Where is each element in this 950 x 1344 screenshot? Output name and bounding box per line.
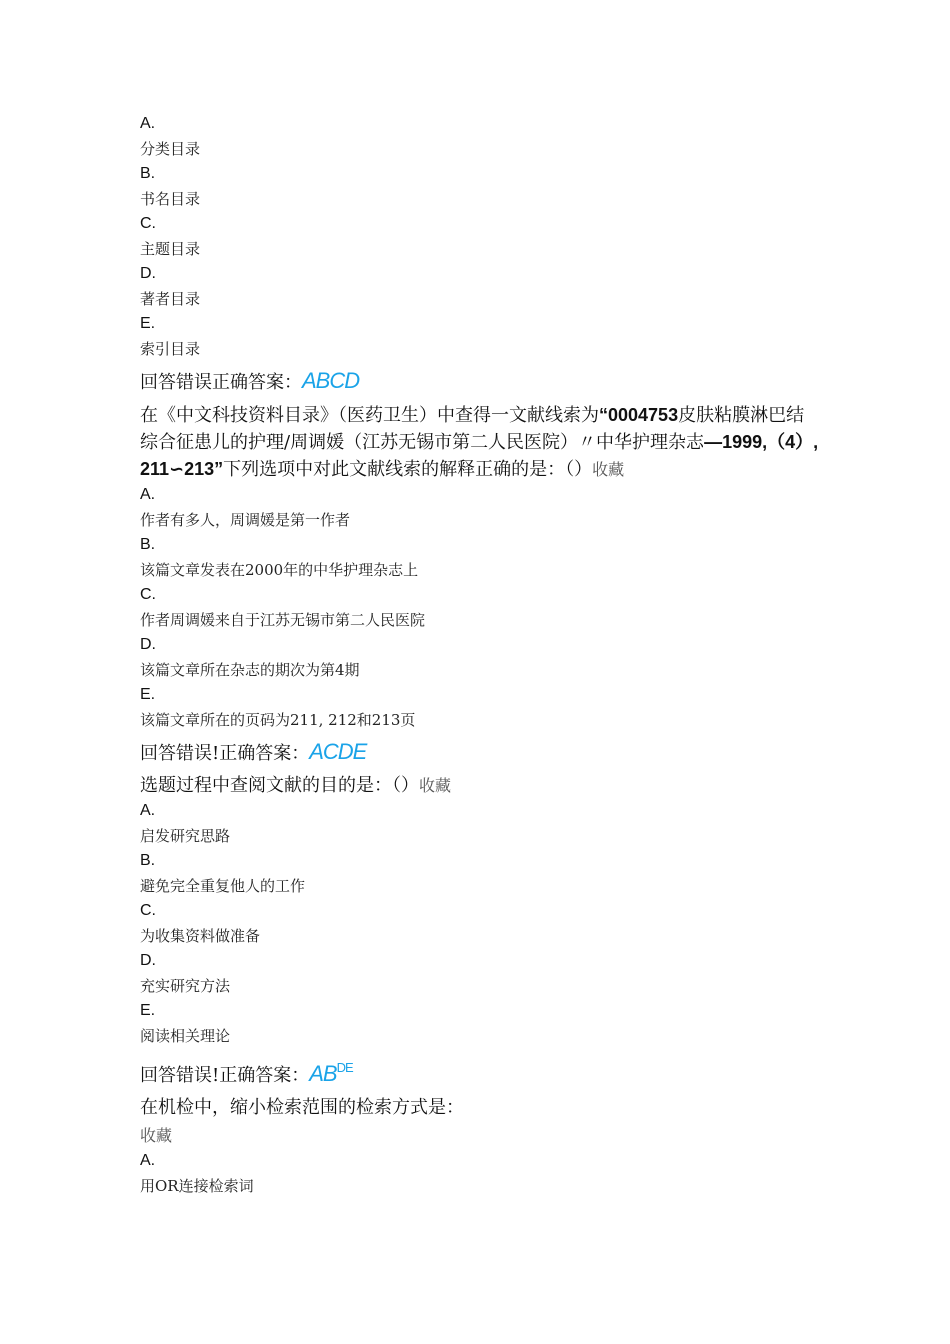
option-letter-d: D. bbox=[140, 952, 156, 969]
option-text-c: 主题目录 bbox=[140, 240, 201, 258]
option-letter-d: D. bbox=[140, 265, 156, 282]
option-letter-c: C. bbox=[140, 215, 156, 232]
option-text-b: 避免完全重复他人的工作 bbox=[140, 877, 306, 895]
question-block-4 bbox=[140, 1095, 820, 1199]
answer-key bbox=[309, 1061, 352, 1086]
option-text-c: 作者周调媛来自于江苏无锡市第二人民医院 bbox=[140, 611, 426, 629]
option-text-e: 该篇文章所在的页码为211, 212和213页 bbox=[140, 711, 416, 729]
option-letter-c: C. bbox=[140, 902, 156, 919]
option-text-a: 分类目录 bbox=[140, 140, 201, 158]
option-letter-b: B. bbox=[140, 165, 156, 182]
option-letter-e: E. bbox=[140, 315, 156, 332]
answer-line bbox=[140, 739, 820, 767]
option-letter-b: B. bbox=[140, 852, 156, 869]
option-text-e: 阅读相关理论 bbox=[140, 1027, 231, 1045]
option-text-a: 作者有多人，周调媛是第一作者 bbox=[140, 511, 351, 529]
question-part: 皮肤粘膜淋巴结综合征患儿的护理/周调媛（江苏无锡市第二人民医院）〃中华护理杂志 bbox=[140, 405, 805, 453]
question-bold-id: “0004753 bbox=[599, 405, 679, 425]
answer-key-sup: DE bbox=[336, 1060, 353, 1075]
option-text-a: 启发研究思路 bbox=[140, 827, 231, 845]
option-text-b: 书名目录 bbox=[140, 190, 201, 208]
option-letter-e: E. bbox=[140, 1002, 156, 1019]
option-letter-a: A. bbox=[140, 802, 156, 819]
option-letter-a: A. bbox=[140, 486, 156, 503]
question-text: 在机检中，缩小检索范围的检索方式是： bbox=[140, 1097, 464, 1118]
option-text-c: 为收集资料做准备 bbox=[140, 927, 261, 945]
document-page bbox=[140, 112, 820, 1199]
option-letter-e: E. bbox=[140, 686, 156, 703]
question-bold-citation: —1999,（4）, 211∽213” bbox=[140, 432, 819, 479]
answer-key: ABCD bbox=[302, 368, 360, 393]
question-part: 下列选项中对此文献线索的解释正确的是：（） bbox=[223, 459, 593, 480]
answer-line bbox=[140, 368, 820, 396]
option-text-e: 索引目录 bbox=[140, 340, 201, 358]
option-letter-a: A. bbox=[140, 1152, 156, 1169]
option-text-d: 著者目录 bbox=[140, 290, 201, 308]
favorite-link[interactable]: 收藏 bbox=[592, 460, 625, 479]
option-text-d: 该篇文章所在杂志的期次为第4期 bbox=[140, 661, 360, 679]
question-text bbox=[140, 773, 820, 799]
option-letter-a: A. bbox=[140, 115, 156, 132]
option-letter-b: B. bbox=[140, 536, 156, 553]
option-letter-d: D. bbox=[140, 636, 156, 653]
question-block-2 bbox=[140, 402, 820, 767]
question-block-3 bbox=[140, 773, 820, 1089]
answer-prefix: 回答错误!正确答案： bbox=[140, 743, 310, 764]
question-part: 在《中文科技资料目录》（医药卫生）中查得一文献线索为 bbox=[140, 405, 599, 426]
favorite-link[interactable]: 收藏 bbox=[140, 1126, 173, 1145]
question-block-1 bbox=[140, 112, 820, 396]
answer-prefix: 回答错误正确答案： bbox=[140, 372, 302, 393]
option-text-d: 充实研究方法 bbox=[140, 977, 231, 995]
option-text-b: 该篇文章发表在2000年的中华护理杂志上 bbox=[140, 561, 419, 579]
answer-key: ACDE bbox=[309, 739, 367, 764]
answer-prefix: 回答错误!正确答案： bbox=[140, 1065, 310, 1086]
answer-key-main: AB bbox=[309, 1061, 337, 1086]
question-text bbox=[140, 402, 820, 483]
favorite-link[interactable]: 收藏 bbox=[419, 776, 452, 795]
option-letter-c: C. bbox=[140, 586, 156, 603]
question-part: 选题过程中查阅文献的目的是：（） bbox=[140, 775, 419, 796]
option-text-a: 用OR连接检索词 bbox=[140, 1177, 254, 1195]
answer-line bbox=[140, 1055, 820, 1089]
